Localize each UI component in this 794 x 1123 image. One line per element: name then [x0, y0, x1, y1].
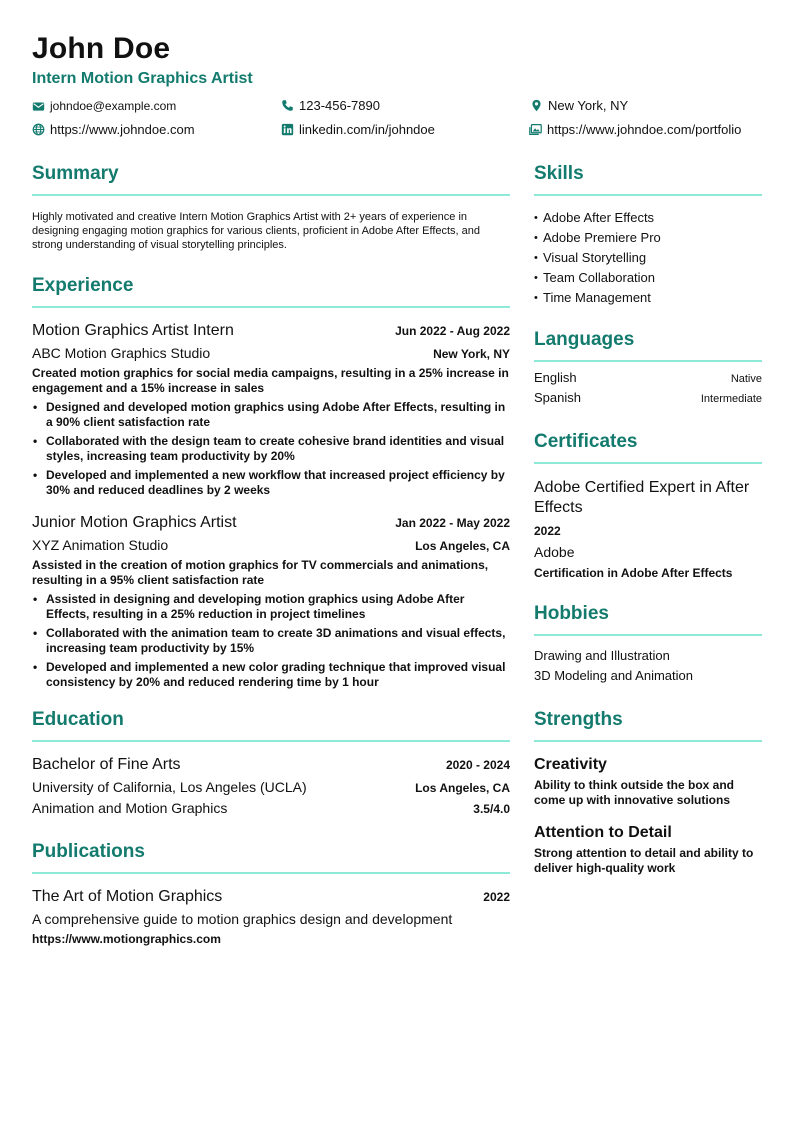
strengths-section	[534, 706, 762, 876]
section-divider	[534, 740, 762, 742]
education-heading: Education	[32, 709, 124, 730]
publication-subtitle: A comprehensive guide to motion graphics design and development	[32, 911, 453, 927]
main-column	[32, 160, 510, 946]
certificates-section	[534, 428, 762, 580]
job-bullet: • Designed and developed motion graphics using Adobe After Effects, resulting in a 90% client satisfaction rate	[32, 400, 510, 430]
certificate-name: Adobe Certified Expert in After Effects	[534, 479, 750, 516]
mail-icon	[32, 100, 45, 113]
job-title: Motion Graphics Artist Intern	[32, 322, 234, 339]
contact-portfolio-text: https://www.johndoe.com/portfolio	[547, 122, 742, 137]
contact-website-text: https://www.johndoe.com	[50, 122, 195, 137]
strength-description: Strong attention to detail and ability to deliver high-quality work	[534, 846, 754, 875]
section-divider	[32, 872, 510, 874]
section-divider	[32, 740, 510, 742]
education-school: University of California, Los Angeles (UCLA)	[32, 779, 307, 795]
hobbies-heading: Hobbies	[534, 603, 609, 624]
job-bullet: • Collaborated with the animation team to create 3D animations and visual effects, increasing team productivity by 15%	[32, 626, 510, 656]
education-section	[32, 706, 510, 816]
skill-item: • Team Collaboration	[534, 268, 762, 288]
section-divider	[32, 194, 510, 196]
language-name: English	[534, 370, 577, 385]
summary-section	[32, 160, 510, 252]
publication-year: 2022	[483, 890, 510, 904]
job-location: Los Angeles, CA	[415, 539, 510, 553]
skill-item: • Time Management	[534, 288, 762, 308]
globe-icon	[32, 123, 45, 136]
contact-portfolio[interactable]	[529, 122, 741, 137]
section-divider	[534, 634, 762, 636]
skills-heading: Skills	[534, 163, 584, 184]
contact-phone[interactable]	[281, 98, 380, 113]
strength-title: Creativity	[534, 756, 607, 773]
section-divider	[534, 360, 762, 362]
contact-location-text: New York, NY	[548, 98, 629, 113]
skills-section	[534, 160, 762, 308]
publications-section	[32, 838, 510, 946]
education-major: Animation and Motion Graphics	[32, 800, 228, 816]
contact-location	[530, 98, 628, 113]
contact-website[interactable]	[32, 122, 195, 137]
job-bullet: • Collaborated with the design team to create cohesive brand identities and visual styles, increasing team productivity by 20%	[32, 434, 510, 464]
strengths-heading: Strengths	[534, 709, 623, 730]
section-divider	[534, 194, 762, 196]
hobbies-section	[534, 600, 762, 686]
education-years: 2020 - 2024	[445, 758, 510, 772]
linkedin-icon	[281, 123, 294, 136]
contact-phone-text: 123-456-7890	[299, 98, 380, 113]
portfolio-icon	[529, 123, 542, 136]
summary-text: Highly motivated and creative Intern Motion Graphics Artist with 2+ years of experience in designing engaging motion graphics for various clients, proficient in Adobe After Effects, and strong understanding of visual storytelling principles.	[32, 211, 481, 251]
candidate-role: Intern Motion Graphics Artist	[32, 70, 253, 87]
experience-section	[32, 272, 510, 690]
job-title: Junior Motion Graphics Artist	[32, 514, 237, 531]
language-row	[534, 370, 762, 390]
hobby-item: 3D Modeling and Animation	[534, 668, 693, 683]
side-column	[534, 160, 762, 876]
skill-item: • Visual Storytelling	[534, 248, 762, 268]
certificate-issuer: Adobe	[534, 544, 575, 560]
publications-heading: Publications	[32, 841, 145, 862]
job-bullet: • Assisted in designing and developing motion graphics using Adobe After Effects, resulting in a 25% reduction in project timelines	[32, 592, 510, 622]
contact-linkedin[interactable]	[281, 122, 435, 137]
skill-item: • Adobe Premiere Pro	[534, 228, 762, 248]
contact-linkedin-text: linkedin.com/in/johndoe	[299, 122, 435, 137]
job-company: XYZ Animation Studio	[32, 537, 169, 553]
language-level: Intermediate	[700, 393, 762, 405]
job-description: Created motion graphics for social media campaigns, resulting in a 25% increase in engagement and a 15% increase in sales	[32, 366, 509, 395]
publication-title: The Art of Motion Graphics	[32, 888, 223, 905]
certificate-year: 2022	[534, 524, 561, 538]
language-row	[534, 390, 762, 410]
certificate-description: Certification in Adobe After Effects	[534, 566, 733, 580]
job-description: Assisted in the creation of motion graphics for TV commercials and animations, resulting in a 95% client satisfaction rate	[32, 558, 489, 587]
section-divider	[32, 306, 510, 308]
contact-email[interactable]	[32, 99, 176, 113]
experience-heading: Experience	[32, 275, 134, 296]
summary-heading: Summary	[32, 163, 119, 184]
job-location: New York, NY	[433, 347, 510, 361]
contact-email-text: johndoe@example.com	[50, 99, 177, 113]
job-bullet: • Developed and implemented a new workflow that increased project efficiency by 30% and reduced deadlines by 2 weeks	[32, 468, 510, 498]
certificates-heading: Certificates	[534, 431, 638, 452]
language-name: Spanish	[534, 390, 581, 405]
job-bullets	[32, 592, 510, 690]
job-bullets	[32, 400, 510, 498]
job-dates: Jun 2022 - Aug 2022	[395, 324, 510, 338]
job-dates: Jan 2022 - May 2022	[395, 516, 510, 530]
phone-icon	[281, 99, 294, 112]
skills-list	[534, 208, 762, 308]
education-gpa: 3.5/4.0	[473, 802, 510, 816]
section-divider	[534, 462, 762, 464]
job-bullet: • Developed and implemented a new color grading technique that improved visual consistency by 20% and reduced rendering time by 1 hour	[32, 660, 510, 690]
strength-title: Attention to Detail	[534, 824, 672, 841]
education-degree: Bachelor of Fine Arts	[32, 756, 181, 773]
skill-item: • Adobe After Effects	[534, 208, 762, 228]
candidate-name: John Doe	[32, 32, 171, 65]
job-company: ABC Motion Graphics Studio	[32, 345, 211, 361]
education-location: Los Angeles, CA	[415, 781, 510, 795]
map-pin-icon	[530, 99, 543, 112]
job-entry	[32, 514, 510, 690]
languages-section	[534, 326, 762, 410]
language-level: Native	[730, 373, 762, 385]
job-entry	[32, 322, 510, 498]
publication-url[interactable]: https://www.motiongraphics.com	[32, 932, 221, 946]
hobby-item: Drawing and Illustration	[534, 648, 670, 663]
strength-description: Ability to think outside the box and come up with innovative solutions	[534, 778, 734, 807]
languages-heading: Languages	[534, 329, 635, 350]
